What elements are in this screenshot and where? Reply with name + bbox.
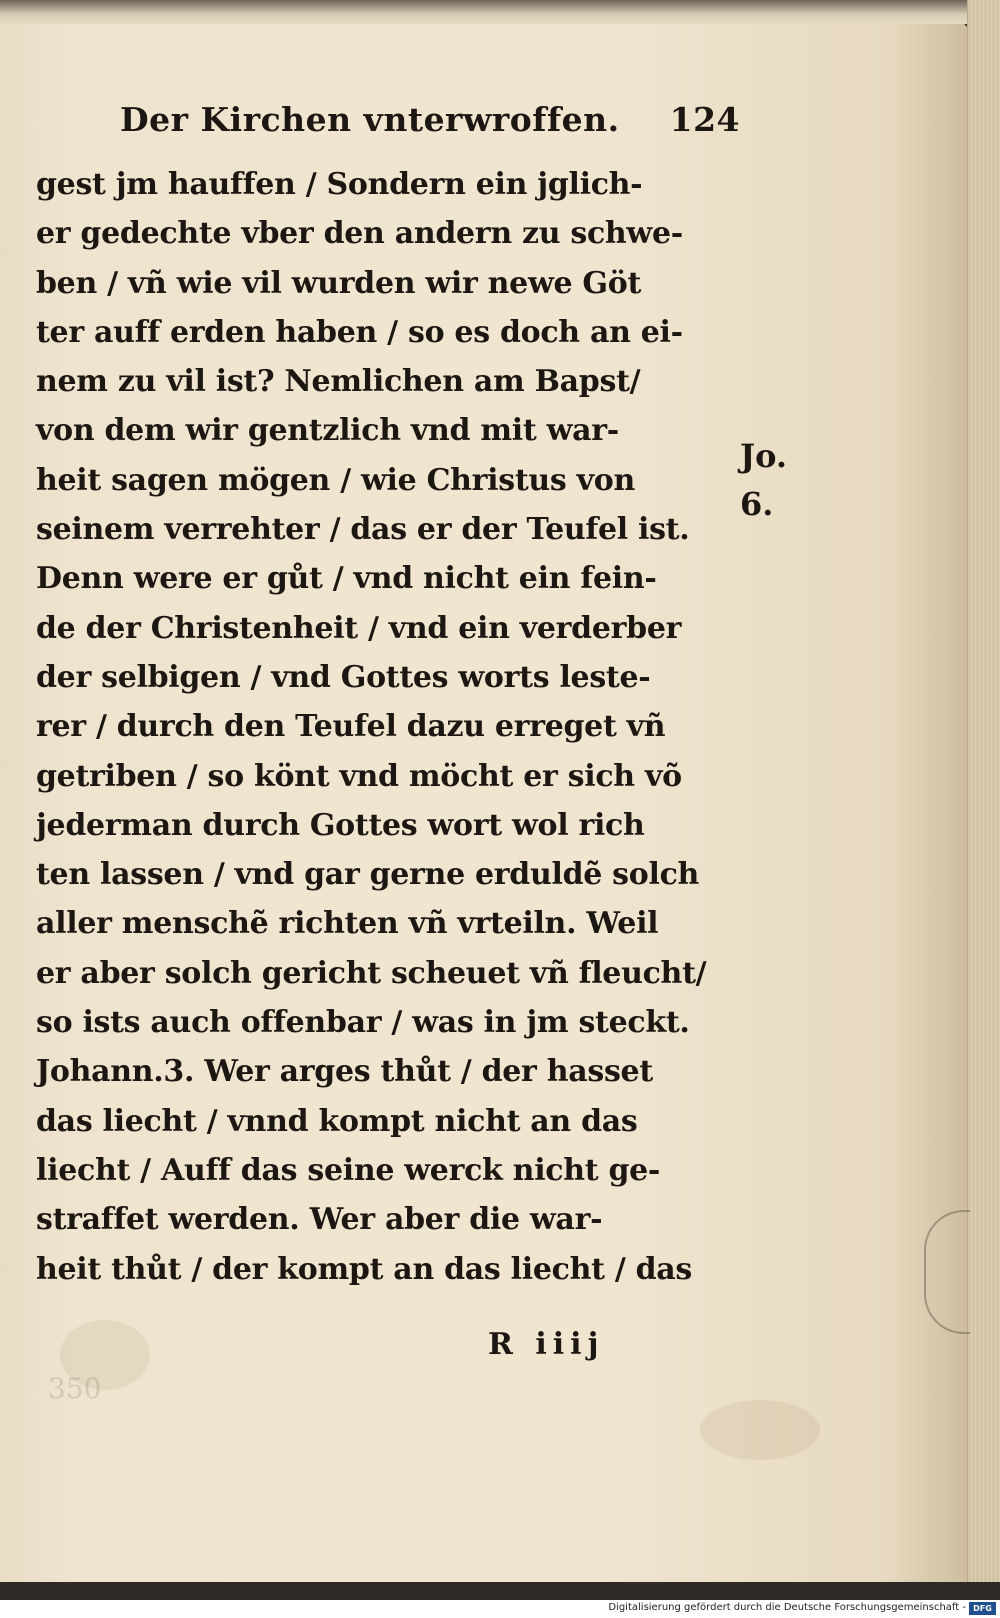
text-line: getriben / so könt vnd möcht er sich võ: [36, 758, 682, 794]
running-head: [120, 100, 740, 139]
margin-note: [740, 432, 787, 528]
dfg-logo: DFG: [969, 1602, 996, 1615]
text-line: straffet werden. Wer aber die war-: [36, 1202, 603, 1238]
text-line: der selbigen / vnd Gottes worts leste-: [36, 659, 651, 695]
signature-mark: R iiij: [488, 1327, 605, 1362]
margin-note-line: 6.: [740, 485, 774, 523]
text-body: [36, 160, 726, 1294]
text-line: so ists auch offenbar / was in jm steckt.: [36, 1005, 690, 1041]
text-line: jederman durch Gottes wort wol rich: [36, 807, 645, 843]
text-line: das liecht / vnnd kompt nicht an das: [36, 1103, 638, 1139]
text-line: er gedechte vber den andern zu schwe-: [36, 216, 683, 252]
footer-credit: Digitalisierung gefördert durch die Deutsche Forschungsgemeinschaft -: [608, 1602, 966, 1613]
margin-note-line: Jo.: [740, 437, 788, 475]
paper-stain: [700, 1400, 820, 1460]
text-line: rer / durch den Teufel dazu erreget vñ: [36, 709, 666, 745]
text-line: von dem wir gentzlich vnd mit war-: [36, 413, 619, 449]
text-line: gest jm hauffen / Sondern ein jglich-: [36, 167, 643, 202]
text-line: liecht / Auff das seine werck nicht ge-: [36, 1152, 661, 1188]
text-line: nem zu vil ist? Nemlichen am Bapst/: [36, 364, 641, 400]
text-line: ter auff erden haben / so es doch an ei-: [36, 314, 683, 350]
text-line: Denn were er gůt / vnd nicht ein fein-: [36, 561, 657, 597]
text-line: heit thůt / der kompt an das liecht / das: [36, 1251, 693, 1287]
text-line: de der Christenheit / vnd ein verderber: [36, 610, 682, 646]
running-head-title: Der Kirchen vnterwroffen.: [120, 100, 620, 139]
page-stack-edges: [967, 0, 1000, 1595]
text-line: Johann.3. Wer arges thůt / der hasset: [36, 1054, 653, 1090]
text-line: heit sagen mögen / wie Christus von: [36, 462, 636, 498]
text-line: seinem verrehter / das er der Teufel ist.: [36, 512, 690, 548]
page-curl: [924, 1210, 970, 1334]
text-line: er aber solch gericht scheuet vñ fleucht/: [36, 955, 707, 991]
page-top-edge: [0, 0, 1000, 24]
page-number: 124: [669, 100, 740, 139]
scan-bottom-band: [0, 1582, 1000, 1600]
footer-bar: [0, 1600, 1000, 1618]
faint-number: 350: [48, 1372, 102, 1405]
text-line: aller menschẽ richten vñ vrteiln. Weil: [36, 906, 659, 942]
text-line: ten lassen / vnd gar gerne erduldẽ solch: [36, 857, 700, 893]
text-line: ben / vñ wie vil wurden wir newe Göt: [36, 265, 642, 301]
